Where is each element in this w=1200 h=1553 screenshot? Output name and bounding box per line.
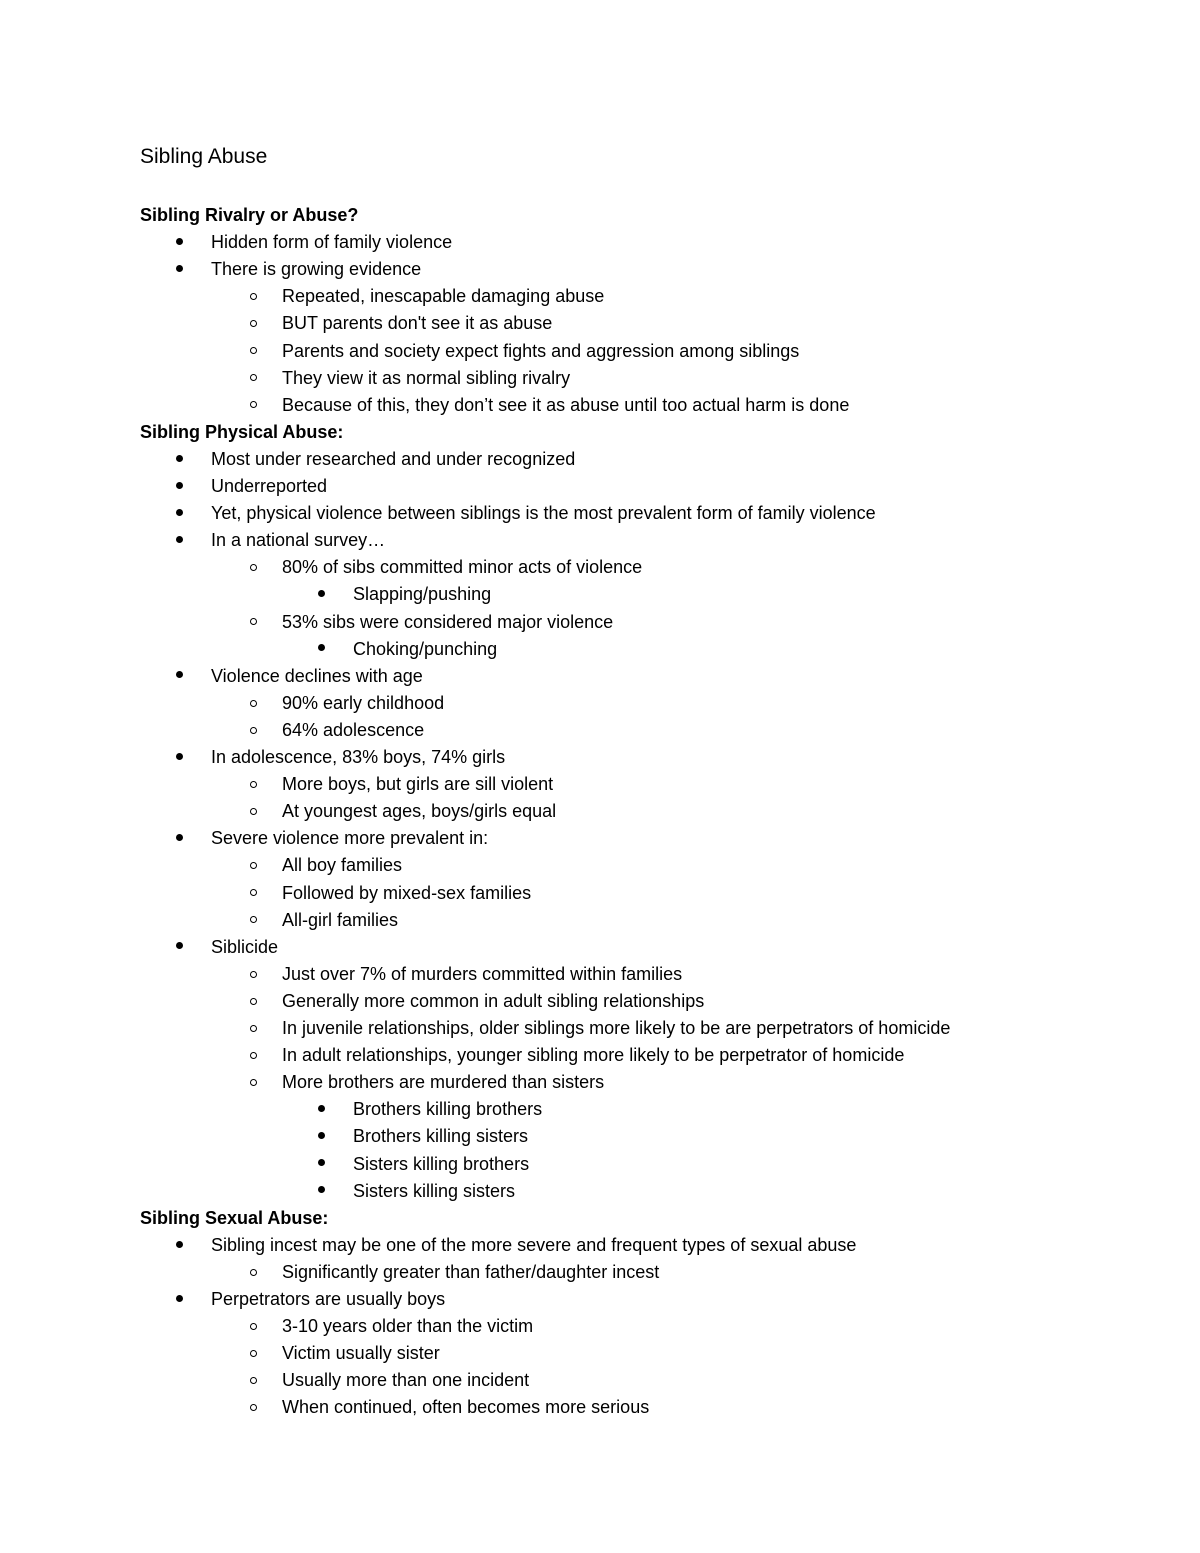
list-marker	[250, 854, 257, 876]
list-item: Repeated, inescapable damaging abuse	[282, 286, 605, 307]
list-marker	[250, 1396, 257, 1418]
list-marker	[250, 963, 257, 985]
list-item: Victim usually sister	[282, 1343, 440, 1364]
list-marker	[250, 1017, 257, 1039]
list-marker	[250, 394, 257, 416]
list-marker	[250, 285, 257, 307]
list-marker	[176, 502, 183, 524]
list-marker	[318, 583, 325, 605]
list-item: There is growing evidence	[211, 259, 422, 280]
bullet-icon	[176, 536, 183, 543]
list-item: 64% adolescence	[282, 719, 425, 740]
list-marker	[318, 1153, 325, 1175]
bullet-icon	[318, 1186, 325, 1193]
hollow-bullet-icon	[250, 401, 257, 408]
list-item: Followed by mixed-sex families	[282, 882, 532, 903]
list-marker	[176, 1234, 183, 1256]
list-item: Sibling incest may be one of the more severe and frequent types of sexual abuse	[211, 1234, 857, 1255]
hollow-bullet-icon	[250, 889, 257, 896]
list-item: In juvenile relationships, older siblings more likely to be are perpetrators of homicide	[282, 1018, 951, 1038]
list-item: Severe violence more prevalent in:	[211, 828, 489, 849]
hollow-bullet-icon	[250, 971, 257, 978]
list-marker	[176, 475, 183, 497]
list-item: Generally more common in adult sibling relationships	[282, 990, 705, 1011]
list-item: More boys, but girls are sill violent	[282, 774, 554, 795]
hollow-bullet-icon	[250, 1350, 257, 1357]
hollow-bullet-icon	[250, 1404, 257, 1411]
hollow-bullet-icon	[250, 293, 257, 300]
list-marker	[250, 800, 257, 822]
list-item: 80% of sibs committed minor acts of violence	[282, 557, 643, 578]
hollow-bullet-icon	[250, 727, 257, 734]
list-marker	[250, 990, 257, 1012]
list-marker	[250, 312, 257, 334]
list-marker	[176, 448, 183, 470]
list-marker	[318, 1180, 325, 1202]
list-item: Parents and society expect fights and aggression among siblings	[282, 340, 800, 361]
list-marker	[250, 1044, 257, 1066]
list-marker	[250, 909, 257, 931]
list-item: Brothers killing sisters	[353, 1126, 529, 1147]
hollow-bullet-icon	[250, 1052, 257, 1059]
hollow-bullet-icon	[250, 916, 257, 923]
list-item: In adolescence, 83% boys, 74% girls	[211, 747, 506, 767]
bullet-icon	[318, 590, 325, 597]
list-item: All-girl families	[282, 909, 399, 930]
list-item: Sisters killing sisters	[353, 1180, 516, 1201]
list-marker	[250, 340, 257, 362]
bullet-icon	[176, 671, 183, 678]
list-marker	[250, 1342, 257, 1364]
bullet-icon	[176, 834, 183, 841]
list-item: When continued, often becomes more serious	[282, 1397, 650, 1418]
bullet-icon	[318, 1132, 325, 1139]
list-item: At youngest ages, boys/girls equal	[282, 801, 557, 822]
bullet-icon	[176, 238, 183, 245]
hollow-bullet-icon	[250, 1025, 257, 1032]
list-item: 53% sibs were considered major violence	[282, 611, 614, 632]
section-heading: Sibling Physical Abuse:	[140, 421, 344, 442]
list-marker	[250, 719, 257, 741]
bullet-icon	[176, 455, 183, 462]
list-item: Choking/punching	[353, 638, 498, 659]
list-marker	[250, 1369, 257, 1391]
bullet-icon	[318, 1105, 325, 1112]
document-title: Sibling Abuse	[140, 145, 268, 168]
bullet-icon	[176, 942, 183, 949]
list-item: Sisters killing brothers	[353, 1153, 530, 1174]
list-marker	[250, 611, 257, 633]
hollow-bullet-icon	[250, 347, 257, 354]
hollow-bullet-icon	[250, 618, 257, 625]
list-item: Significantly greater than father/daughter incest	[282, 1261, 660, 1282]
list-item: Usually more than one incident	[282, 1370, 530, 1391]
hollow-bullet-icon	[250, 1269, 257, 1276]
bullet-icon	[176, 1241, 183, 1248]
list-item: Brothers killing brothers	[353, 1099, 543, 1120]
hollow-bullet-icon	[250, 700, 257, 707]
list-marker	[176, 529, 183, 551]
list-item: More brothers are murdered than sisters	[282, 1072, 605, 1093]
list-item: Yet, physical violence between siblings is the most prevalent form of family violence	[211, 503, 876, 524]
section-heading: Sibling Sexual Abuse:	[140, 1207, 329, 1228]
bullet-icon	[318, 1159, 325, 1166]
hollow-bullet-icon	[250, 1377, 257, 1384]
list-item: BUT parents don't see it as abuse	[282, 313, 553, 334]
hollow-bullet-icon	[250, 998, 257, 1005]
list-marker	[250, 882, 257, 904]
list-item: Most under researched and under recognized	[211, 448, 576, 469]
list-marker	[250, 1071, 257, 1093]
list-marker	[176, 231, 183, 253]
list-marker	[318, 638, 325, 660]
list-marker	[250, 1261, 257, 1283]
list-item: They view it as normal sibling rivalry	[282, 367, 571, 388]
hollow-bullet-icon	[250, 564, 257, 571]
list-marker	[176, 936, 183, 958]
bullet-icon	[318, 644, 325, 651]
list-item: Slapping/pushing	[353, 584, 492, 605]
list-item: Because of this, they don’t see it as abuse until too actual harm is done	[282, 394, 850, 415]
list-item: 3-10 years older than the victim	[282, 1316, 534, 1337]
list-item: Hidden form of family violence	[211, 232, 453, 253]
list-marker	[250, 556, 257, 578]
list-marker	[318, 1125, 325, 1147]
list-item: In adult relationships, younger sibling more likely to be perpetrator of homicide	[282, 1045, 905, 1066]
hollow-bullet-icon	[250, 1079, 257, 1086]
bullet-icon	[176, 1295, 183, 1302]
section-heading: Sibling Rivalry or Abuse?	[140, 205, 359, 225]
list-marker	[176, 827, 183, 849]
list-marker	[176, 665, 183, 687]
list-marker	[318, 1098, 325, 1120]
bullet-icon	[176, 265, 183, 272]
list-item: Violence declines with age	[211, 665, 423, 686]
list-item: Perpetrators are usually boys	[211, 1289, 446, 1309]
list-marker	[176, 1288, 183, 1310]
hollow-bullet-icon	[250, 808, 257, 815]
list-marker	[176, 746, 183, 768]
list-marker	[250, 773, 257, 795]
list-marker	[250, 1315, 257, 1337]
list-item: Just over 7% of murders committed within families	[282, 963, 683, 984]
list-marker	[176, 258, 183, 280]
list-marker	[250, 692, 257, 714]
hollow-bullet-icon	[250, 320, 257, 327]
hollow-bullet-icon	[250, 374, 257, 381]
list-item: All boy families	[282, 855, 403, 876]
list-marker	[250, 367, 257, 389]
bullet-icon	[176, 509, 183, 516]
bullet-icon	[176, 753, 183, 760]
list-item: Underreported	[211, 476, 328, 496]
hollow-bullet-icon	[250, 781, 257, 788]
list-item: Siblicide	[211, 936, 279, 957]
bullet-icon	[176, 482, 183, 489]
list-item: 90% early childhood	[282, 692, 445, 713]
hollow-bullet-icon	[250, 862, 257, 869]
hollow-bullet-icon	[250, 1323, 257, 1330]
list-item: In a national survey…	[211, 530, 386, 551]
